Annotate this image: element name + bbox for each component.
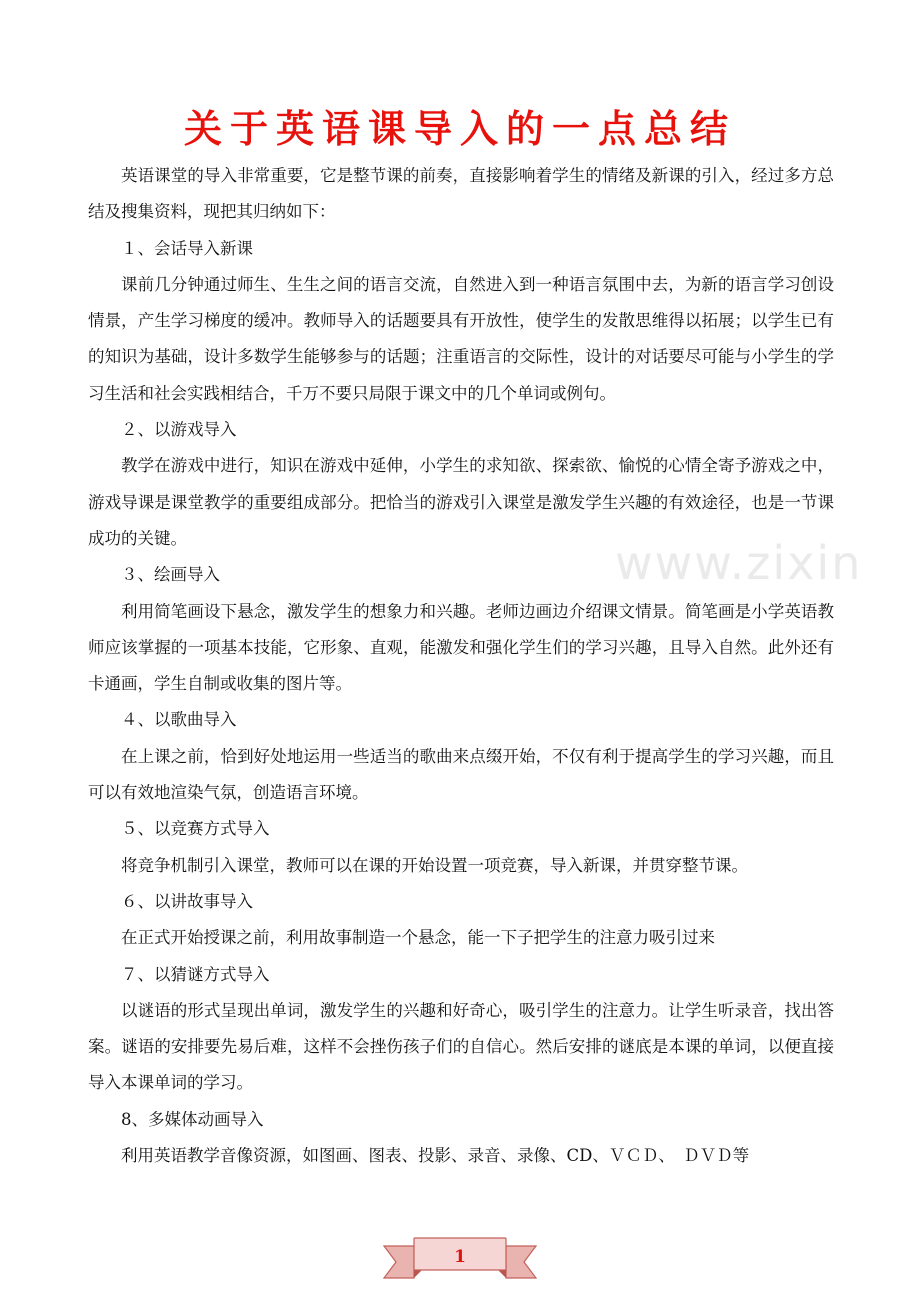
document-body bbox=[88, 158, 834, 1174]
section-heading-7: ７、以猜谜方式导入 bbox=[121, 964, 270, 984]
section-body-6: 在正式开始授课之前，利用故事制造一个悬念，能一下子把学生的注意力吸引过来 bbox=[121, 928, 715, 948]
section-body-4: 在上课之前，恰到好处地运用一些适当的歌曲来点缀开始，不仅有利于提高学生的学习兴趣，而且可以有效地渲染气氛，创造语言环境。 bbox=[88, 746, 834, 803]
section-body-3: 利用简笔画设下悬念，激发学生的想象力和兴趣。老师边画边介绍课文情景。简笔画是小学英语教师应该掌握的一项基本技能，它形象、直观，能激发和强化学生们的学习兴趣，且导入自然。此外还有卡通画，学生自制或收集的图片等。 bbox=[88, 601, 834, 694]
section-heading-4: ４、以歌曲导入 bbox=[121, 710, 237, 730]
document-title: 关于英语课导入的一点总结 bbox=[183, 106, 736, 151]
section-body-2: 教学在游戏中进行，知识在游戏中延伸，小学生的求知欲、探索欲、愉悦的心情全寄予游戏之中，游戏导课是课堂教学的重要组成部分。把恰当的游戏引入课堂是激发学生兴趣的有效途径，也是一节课成功的关键。 bbox=[88, 456, 834, 548]
page-number-badge bbox=[380, 1234, 540, 1284]
section-heading-8: 8、多媒体动画导入 bbox=[121, 1109, 264, 1129]
section-heading-5: ５、以竞赛方式导入 bbox=[121, 819, 270, 839]
section-body-8: 利用英语教学音像资源，如图画、图表、投影、录音、录像、CD、ＶＣＤ、 ＤＶＤ等 bbox=[121, 1146, 750, 1166]
section-heading-3: ３、绘画导入 bbox=[121, 565, 220, 585]
section-body-1: 课前几分钟通过师生、生生之间的语言交流，自然进入到一种语言氛围中去，为新的语言学习创设情景，产生学习梯度的缓冲。教师导入的话题要具有开放性，使学生的发散思维得以拓展；以学生已有的知识为基础，设计多数学生能够参与的话题；注重语言的交际性，设计的对话要尽可能与小学生的学习生活和社会实践相结合，千万不要只局限于课文中的几个单词或例句。 bbox=[88, 274, 834, 403]
section-heading-1: １、会话导入新课 bbox=[121, 238, 253, 258]
section-body-7: 以谜语的形式呈现出单词，激发学生的兴趣和好奇心，吸引学生的注意力。让学生听录音，找出答案。谜语的安排要先易后难，这样不会挫伤孩子们的自信心。然后安排的谜底是本课的单词，以便直接导入本课单词的学习。 bbox=[88, 1000, 834, 1093]
section-body-5: 将竞争机制引入课堂，教师可以在课的开始设置一项竞赛，导入新课，并贯穿整节课。 bbox=[121, 855, 748, 875]
section-heading-6: ６、以讲故事导入 bbox=[121, 891, 253, 911]
watermark: www.zixin bbox=[615, 536, 863, 590]
page-number: 1 bbox=[454, 1247, 466, 1267]
section-heading-2: ２、以游戏导入 bbox=[121, 420, 237, 440]
intro-paragraph: 英语课堂的导入非常重要，它是整节课的前奏，直接影响着学生的情绪及新课的引入，经过多方总结及搜集资料，现把其归纳如下： bbox=[88, 166, 834, 222]
